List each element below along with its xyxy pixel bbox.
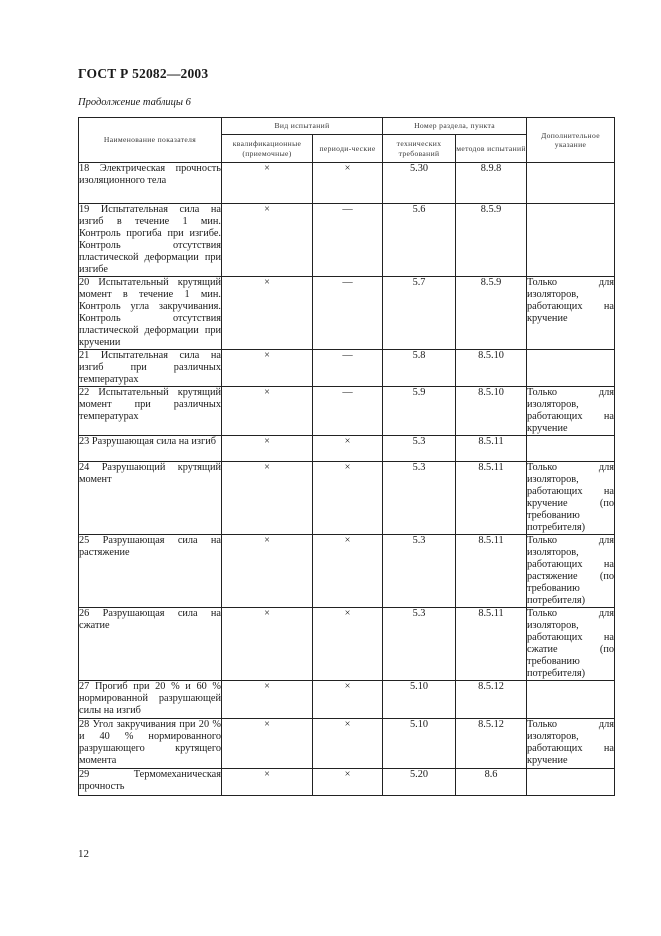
table-row [79, 387, 615, 436]
row-tech-ref: 5.10 [383, 719, 456, 769]
row-qual-mark: × [222, 163, 313, 204]
row-note: Только для изоляторов, работающих на кручение (по требованию потребителя) [527, 462, 615, 533]
table-row [79, 350, 615, 387]
col-group-section: Номер раздела, пункта [383, 118, 527, 135]
row-tech-ref: 5.8 [383, 350, 456, 387]
row-method-ref: 8.5.9 [456, 277, 527, 350]
row-tech-ref: 5.10 [383, 681, 456, 719]
row-qual-mark: × [222, 387, 313, 436]
row-period-mark: — [313, 350, 383, 387]
row-name: 23 Разрушающая сила на изгиб [79, 436, 222, 462]
test-requirements-table [78, 117, 615, 796]
row-note: Только для изоляторов, работающих на кручение [527, 719, 615, 769]
row-note [527, 436, 615, 462]
row-qual-mark: × [222, 608, 313, 681]
row-method-ref: 8.5.12 [456, 681, 527, 719]
row-method-ref: 8.5.11 [456, 608, 527, 681]
row-method-ref: 8.9.8 [456, 163, 527, 204]
row-period-mark: × [313, 163, 383, 204]
row-note [527, 681, 615, 719]
page-number: 12 [78, 848, 89, 860]
row-tech-ref: 5.3 [383, 535, 456, 608]
row-period-mark: × [313, 436, 383, 462]
row-period-mark: — [313, 277, 383, 350]
row-period-mark: — [313, 204, 383, 277]
table-row [79, 163, 615, 204]
row-note [527, 769, 615, 796]
row-method-ref: 8.5.10 [456, 387, 527, 436]
row-tech-ref: 5.6 [383, 204, 456, 277]
row-period-mark: × [313, 462, 383, 535]
row-tech-ref: 5.30 [383, 163, 456, 204]
row-method-ref: 8.5.10 [456, 350, 527, 387]
table-row [79, 277, 615, 350]
row-period-mark: × [313, 769, 383, 796]
row-qual-mark: × [222, 535, 313, 608]
row-qual-mark: × [222, 462, 313, 535]
row-note: Только для изоляторов, работающих на сжатие (по требованию потребителя) [527, 608, 615, 679]
row-name: 19 Испытательная сила на изгиб в течение 1 мин. Контроль прогиба при изгибе. Контроль отсутствия пластической деформации при изгибе [79, 204, 221, 275]
table-continuation-caption: Продолжение таблицы 6 [78, 97, 191, 108]
col-header-name: Наименование показателя [79, 118, 222, 163]
row-method-ref: 8.5.9 [456, 204, 527, 277]
row-qual-mark: × [222, 204, 313, 277]
row-name: 27 Прогиб при 20 % и 60 % нормированной разрушающей силы на изгиб [79, 681, 222, 719]
row-note: Только для изоляторов, работающих на кручение [527, 277, 615, 350]
row-method-ref: 8.5.11 [456, 535, 527, 608]
table-row [79, 535, 615, 608]
row-name: 25 Разрушающая сила на растяжение [79, 535, 222, 608]
row-method-ref: 8.5.11 [456, 436, 527, 462]
table-row [79, 719, 615, 769]
row-name: 29 Термомеханическая прочность [79, 769, 222, 796]
row-qual-mark: × [222, 277, 313, 350]
row-method-ref: 8.5.12 [456, 719, 527, 769]
col-header-test-methods: методов испытаний [456, 135, 527, 163]
col-group-test-type: Вид испытаний [222, 118, 383, 135]
row-period-mark: — [313, 387, 383, 436]
row-period-mark: × [313, 608, 383, 681]
table-row [79, 769, 615, 796]
row-name: 22 Испытательный крутящий момент при различных температурах [79, 387, 222, 436]
row-tech-ref: 5.3 [383, 462, 456, 535]
col-header-tech-requirements: технических требований [383, 135, 456, 163]
row-qual-mark: × [222, 769, 313, 796]
row-name: 18 Электрическая прочность изоляционного тела [79, 163, 222, 204]
row-note [527, 204, 615, 277]
row-name: 20 Испытательный крутящий момент в течение 1 мин. Контроль угла закручивания. Контроль отсутствия пластической деформации при кручении [79, 277, 221, 348]
row-qual-mark: × [222, 436, 313, 462]
row-period-mark: × [313, 681, 383, 719]
row-name: 24 Разрушающий крутящий момент [79, 462, 222, 535]
table-row [79, 462, 615, 535]
row-tech-ref: 5.9 [383, 387, 456, 436]
row-note: Только для изоляторов, работающих на кручение [527, 387, 615, 434]
row-note [527, 163, 615, 204]
table-row [79, 681, 615, 719]
document-title: ГОСТ Р 52082—2003 [78, 66, 209, 81]
row-name: 21 Испытательная сила на изгиб при различных температурах [79, 350, 221, 385]
row-tech-ref: 5.3 [383, 436, 456, 462]
row-method-ref: 8.6 [456, 769, 527, 796]
row-name: 26 Разрушающая сила на сжатие [79, 608, 222, 681]
row-qual-mark: × [222, 350, 313, 387]
table-row [79, 204, 615, 277]
row-method-ref: 8.5.11 [456, 462, 527, 535]
row-tech-ref: 5.3 [383, 608, 456, 681]
col-header-qualification: квалификационные (приемочные) [222, 135, 313, 163]
col-header-periodic: периоди-ческие [313, 135, 383, 163]
row-qual-mark: × [222, 719, 313, 769]
row-tech-ref: 5.20 [383, 769, 456, 796]
row-qual-mark: × [222, 681, 313, 719]
col-header-note: Дополнительное указание [527, 118, 615, 163]
row-name: 28 Угол закручивания при 20 % и 40 % нормированного разрушающего крутящего момента [79, 719, 222, 769]
row-period-mark: × [313, 719, 383, 769]
row-period-mark: × [313, 535, 383, 608]
table-row [79, 436, 615, 462]
row-tech-ref: 5.7 [383, 277, 456, 350]
row-note [527, 350, 615, 387]
row-note: Только для изоляторов, работающих на растяжение (по требованию потребителя) [527, 535, 615, 606]
table-row [79, 608, 615, 681]
